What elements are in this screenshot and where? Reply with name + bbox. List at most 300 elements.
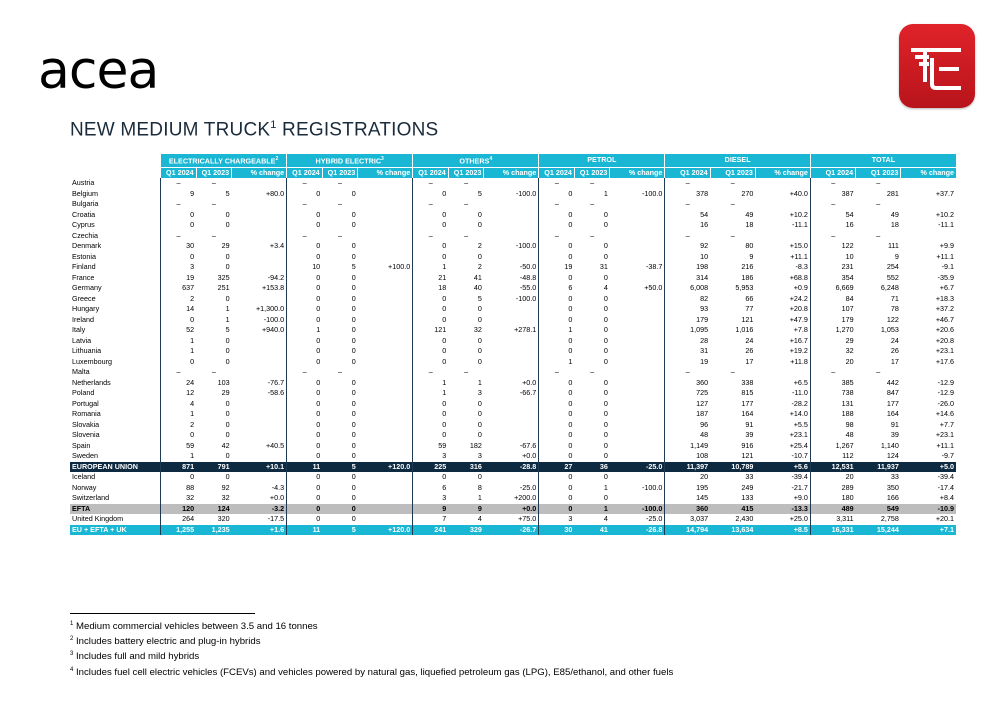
te-brand-icon <box>899 24 975 108</box>
table-cell: 241 <box>413 525 449 536</box>
table-cell: 0 <box>477 472 482 482</box>
table-cell: 0 <box>477 409 482 419</box>
table-cell: 21 <box>413 273 449 284</box>
subheader-cell: Q1 2023 <box>196 167 232 178</box>
table-cell: 13,634 <box>710 525 755 536</box>
subheader-cell: % change <box>484 167 539 178</box>
footnote-divider <box>70 613 255 614</box>
group-header-label: HYBRID ELECTRIC <box>315 156 382 166</box>
table-cell: 0 <box>539 252 575 263</box>
table-cell <box>358 336 413 347</box>
table-cell <box>610 441 665 452</box>
table-cell <box>358 294 413 305</box>
table-cell: 49 <box>745 209 754 219</box>
table-cell: +23.1 <box>789 430 808 440</box>
table-cell: 0 <box>539 378 575 389</box>
table-cell: 0 <box>477 346 482 356</box>
table-cell: -21.7 <box>791 482 808 492</box>
table-cell: 188 <box>810 409 855 420</box>
table-cell: 0 <box>287 399 323 410</box>
table-cell: – <box>539 231 575 242</box>
table-cell: – <box>337 199 342 209</box>
table-cell: 26 <box>745 346 754 356</box>
table-cell: 0 <box>287 430 323 441</box>
table-cell: 0 <box>351 440 356 450</box>
table-cell: 0 <box>161 357 197 368</box>
table-cell: 0 <box>413 189 449 200</box>
table-cell: 738 <box>810 388 855 399</box>
table-cell: 0 <box>539 483 575 494</box>
table-cell: 8 <box>477 482 482 492</box>
table-cell: +10.2 <box>935 209 954 219</box>
table-cell: 0 <box>287 315 323 326</box>
table-cell <box>484 231 539 242</box>
table-cell <box>358 325 413 336</box>
table-cell: 325 <box>217 272 230 282</box>
table-cell: 11,397 <box>665 462 710 473</box>
table-cell: +11.1 <box>936 440 954 450</box>
table-cell: 91 <box>745 419 754 429</box>
table-cell: 314 <box>665 273 710 284</box>
table-cell: 39 <box>890 430 899 440</box>
table-cell: 186 <box>741 272 754 282</box>
table-cell: -11.0 <box>792 388 808 398</box>
row-label: Czechia <box>72 230 98 240</box>
footnote <box>70 618 673 633</box>
table-cell: – <box>413 231 449 242</box>
table-cell: +11.1 <box>936 251 954 261</box>
blank-header <box>70 154 161 167</box>
row-label: Denmark <box>72 241 102 251</box>
table-cell <box>901 199 956 210</box>
table-cell: 0 <box>287 294 323 305</box>
table-cell: 9 <box>894 251 899 261</box>
table-cell: 82 <box>665 294 710 305</box>
table-cell: 164 <box>741 409 754 419</box>
table-cell: 254 <box>886 262 899 272</box>
table-cell: 0 <box>287 441 323 452</box>
table-cell: 354 <box>810 273 855 284</box>
table-cell: 0 <box>603 377 608 387</box>
table-cell <box>610 252 665 263</box>
table-cell: 0 <box>539 472 575 483</box>
table-cell: 182 <box>469 440 482 450</box>
table-cell: 49 <box>890 209 899 219</box>
table-cell: +0.0 <box>269 493 285 503</box>
table-cell: – <box>876 230 881 240</box>
footnote-number: 2 <box>70 636 74 643</box>
table-row <box>70 514 956 525</box>
table-cell <box>232 231 287 242</box>
table-cell: 127 <box>665 399 710 410</box>
table-cell: 4 <box>603 283 608 293</box>
table-cell: +23.1 <box>935 430 954 440</box>
table-cell <box>232 409 287 420</box>
table-row <box>70 346 956 357</box>
table-cell: +47.9 <box>789 314 808 324</box>
table-cell: 0 <box>603 220 608 230</box>
group-header <box>287 154 413 167</box>
table-cell: 84 <box>810 294 855 305</box>
row-label: Cyprus <box>72 220 95 230</box>
table-cell: 0 <box>161 430 197 441</box>
table-cell: +10.2 <box>789 209 808 219</box>
table-cell: 1 <box>225 304 230 314</box>
table-cell: -76.7 <box>267 377 285 387</box>
table-cell <box>358 210 413 221</box>
table-cell: 0 <box>539 273 575 284</box>
table-cell: +20.6 <box>935 325 954 335</box>
table-cell: +25.4 <box>789 440 808 450</box>
table-cell: 66 <box>745 293 754 303</box>
table-cell: 96 <box>665 420 710 431</box>
table-cell: +10.1 <box>232 462 287 473</box>
table-cell: 5 <box>322 525 358 536</box>
table-cell: 0 <box>287 273 323 284</box>
table-cell: +37.7 <box>935 188 954 198</box>
table-row <box>70 178 956 189</box>
table-cell: 338 <box>741 377 754 387</box>
table-cell: +37.2 <box>935 304 954 314</box>
table-cell <box>484 420 539 431</box>
table-cell: +50.0 <box>644 283 663 293</box>
table-cell: – <box>730 199 735 209</box>
table-cell: -66.7 <box>519 388 537 398</box>
table-cell: 1,095 <box>665 325 710 336</box>
table-cell <box>358 220 413 231</box>
table-cell: – <box>161 178 197 189</box>
table-cell: 0 <box>351 356 356 366</box>
table-cell: 14 <box>161 304 197 315</box>
table-cell: – <box>590 230 595 240</box>
subheader-cell: Q1 2023 <box>856 167 901 178</box>
table-cell: 1 <box>161 409 197 420</box>
table-cell: 0 <box>413 220 449 231</box>
table-row <box>70 283 956 294</box>
table-cell: 32 <box>161 493 197 504</box>
table-cell <box>358 451 413 462</box>
table-cell: 1,267 <box>810 441 855 452</box>
table-cell: 0 <box>351 430 356 440</box>
table-row <box>70 304 956 315</box>
table-cell: +0.0 <box>484 504 539 515</box>
table-cell: 0 <box>351 377 356 387</box>
table-cell: – <box>590 178 595 188</box>
table-cell: -3.2 <box>232 504 287 515</box>
table-cell: 0 <box>603 304 608 314</box>
table-cell: +7.8 <box>793 325 808 335</box>
table-cell: +0.0 <box>522 451 537 461</box>
table-cell: 0 <box>287 451 323 462</box>
table-cell: 0 <box>477 304 482 314</box>
table-cell: – <box>876 199 881 209</box>
table-cell: – <box>287 178 323 189</box>
table-cell: 7 <box>413 514 449 525</box>
table-cell: 0 <box>413 409 449 420</box>
table-cell: – <box>810 178 855 189</box>
subheader-cell: Q1 2024 <box>161 167 197 178</box>
footnote-number: 1 <box>70 621 74 627</box>
table-cell: – <box>464 199 469 209</box>
table-cell: -28.2 <box>791 398 808 408</box>
table-cell: +24.2 <box>789 293 808 303</box>
table-cell: 0 <box>413 399 449 410</box>
table-cell <box>484 315 539 326</box>
row-label: Luxembourg <box>72 356 112 366</box>
table-cell: 270 <box>741 188 754 198</box>
table-cell: 19 <box>665 357 710 368</box>
footnote <box>70 648 673 663</box>
table-cell: 0 <box>539 493 575 504</box>
row-label: Iceland <box>72 472 96 482</box>
table-cell <box>610 420 665 431</box>
table-row <box>70 367 956 378</box>
table-cell: 41 <box>574 525 610 536</box>
table-cell: 281 <box>886 188 899 198</box>
table-cell: – <box>413 178 449 189</box>
table-cell: 1,255 <box>161 525 197 536</box>
table-cell: 93 <box>665 304 710 315</box>
table-cell: – <box>665 199 710 210</box>
table-cell: 0 <box>413 304 449 315</box>
table-cell: 0 <box>351 409 356 419</box>
table-cell: 0 <box>287 357 323 368</box>
table-cell: -25.0 <box>610 462 665 473</box>
table-cell: – <box>590 367 595 377</box>
table-cell: 54 <box>665 210 710 221</box>
table-cell: 0 <box>351 346 356 356</box>
table-row <box>70 315 956 326</box>
table-cell <box>232 357 287 368</box>
table-cell <box>358 399 413 410</box>
table-cell: 0 <box>322 504 358 515</box>
table-cell: 3 <box>477 388 482 398</box>
table-cell: 0 <box>161 220 197 231</box>
table-cell: 0 <box>603 356 608 366</box>
row-label: Switzerland <box>72 493 110 503</box>
table-cell: 77 <box>745 304 754 314</box>
table-cell: 1 <box>161 451 197 462</box>
group-header <box>665 154 810 167</box>
table-cell: 0 <box>539 420 575 431</box>
table-cell: 0 <box>287 504 323 515</box>
table-cell <box>484 304 539 315</box>
table-row <box>70 210 956 221</box>
table-cell: 0 <box>225 293 230 303</box>
table-cell: 19 <box>161 273 197 284</box>
table-cell: -11.1 <box>792 220 808 230</box>
group-header-label: PETROL <box>587 155 617 165</box>
table-cell: 350 <box>886 482 899 492</box>
row-label: Belgium <box>72 188 98 198</box>
table-cell: 0 <box>225 409 230 419</box>
row-label: Italy <box>72 325 86 335</box>
table-cell <box>232 262 287 273</box>
table-cell <box>610 315 665 326</box>
table-cell: 316 <box>448 462 484 473</box>
footnote-number: 4 <box>70 666 74 673</box>
table-cell: 0 <box>413 420 449 431</box>
table-cell: -4.3 <box>271 482 285 492</box>
table-cell: 0 <box>413 472 449 483</box>
table-cell: 0 <box>351 493 356 503</box>
table-cell: 3,037 <box>665 514 710 525</box>
table-cell: 20 <box>810 357 855 368</box>
table-cell: 0 <box>477 209 482 219</box>
table-cell: 0 <box>351 220 356 230</box>
table-cell: +11.1 <box>790 251 808 261</box>
table-cell: 0 <box>287 189 323 200</box>
subheader-cell: Q1 2024 <box>810 167 855 178</box>
subheader-cell: % change <box>755 167 810 178</box>
table-cell: +0.0 <box>522 377 537 387</box>
table-cell: 177 <box>741 398 754 408</box>
table-row <box>70 399 956 410</box>
table-cell: 0 <box>539 430 575 441</box>
table-cell <box>358 199 413 210</box>
table-cell: 1,149 <box>665 441 710 452</box>
row-label: Norway <box>72 482 97 492</box>
table-cell: 31 <box>665 346 710 357</box>
table-cell: +5.6 <box>755 462 810 473</box>
table-cell: 48 <box>665 430 710 441</box>
table-cell <box>610 231 665 242</box>
table-cell: 3 <box>161 262 197 273</box>
table-cell: – <box>730 230 735 240</box>
table-cell: 0 <box>413 357 449 368</box>
table-cell: 9 <box>448 504 484 515</box>
table-cell: +3.4 <box>269 241 285 251</box>
table-cell: 0 <box>351 251 356 261</box>
table-cell <box>358 252 413 263</box>
table-cell: 6,008 <box>665 283 710 294</box>
table-cell: 0 <box>539 241 575 252</box>
table-cell: 0 <box>351 388 356 398</box>
subheader-cell: Q1 2024 <box>287 167 323 178</box>
table-cell: 2 <box>477 241 482 251</box>
table-cell: 0 <box>603 419 608 429</box>
table-cell: 1 <box>603 482 608 492</box>
table-cell: 0 <box>413 294 449 305</box>
table-cell: 24 <box>745 335 754 345</box>
table-cell <box>484 472 539 483</box>
table-cell: 0 <box>351 272 356 282</box>
table-cell: +8.4 <box>939 493 954 503</box>
table-cell: 5 <box>225 325 230 335</box>
row-label: Slovenia <box>72 430 100 440</box>
table-cell: 19 <box>539 262 575 273</box>
table-cell: – <box>876 367 881 377</box>
registrations-table <box>70 154 956 535</box>
table-cell: 187 <box>665 409 710 420</box>
table-cell <box>358 472 413 483</box>
table-cell: -17.5 <box>267 514 285 524</box>
table-cell: 0 <box>539 294 575 305</box>
table-cell: -100.0 <box>515 188 537 198</box>
table-cell: 12 <box>161 388 197 399</box>
table-cell: +11.8 <box>790 356 808 366</box>
table-cell: 5 <box>225 188 230 198</box>
page-title <box>70 119 438 141</box>
table-cell: -11.1 <box>938 220 954 230</box>
table-cell: 0 <box>413 315 449 326</box>
table-cell: 177 <box>886 398 899 408</box>
row-label: Croatia <box>72 209 96 219</box>
table-cell: 3,311 <box>810 514 855 525</box>
table-cell: 289 <box>810 483 855 494</box>
table-cell: 378 <box>665 189 710 200</box>
table-row <box>70 189 956 200</box>
footnote-text: Includes fuel cell electric vehicles (FCEVs) and vehicles powered by natural gas, liquefied petroleum gas (LPG), E85/ethanol, and other fuels <box>73 666 674 678</box>
table-cell: 88 <box>161 483 197 494</box>
row-label: Finland <box>72 262 96 272</box>
table-cell: 0 <box>539 315 575 326</box>
table-cell: 24 <box>161 378 197 389</box>
table-cell: 198 <box>665 262 710 273</box>
table-cell <box>358 514 413 525</box>
table-cell: 815 <box>741 388 754 398</box>
table-cell: 0 <box>161 472 197 483</box>
table-cell: 0 <box>539 409 575 420</box>
table-cell: 0 <box>413 336 449 347</box>
table-cell <box>484 346 539 357</box>
table-cell <box>484 357 539 368</box>
table-cell: +940.0 <box>261 325 285 335</box>
table-cell: 0 <box>351 325 356 335</box>
table-cell: – <box>211 178 216 188</box>
table-row <box>70 483 956 494</box>
table-cell: 5 <box>351 262 356 272</box>
table-cell: 0 <box>287 514 323 525</box>
footnote-text: Medium commercial vehicles between 3.5 and 16 tonnes <box>73 621 318 633</box>
table-cell: 0 <box>287 388 323 399</box>
table-cell: +23.1 <box>935 346 954 356</box>
table-cell: 415 <box>710 504 755 515</box>
table-cell: 16,331 <box>810 525 855 536</box>
table-cell: 107 <box>810 304 855 315</box>
table-cell: 179 <box>665 315 710 326</box>
table-cell: 180 <box>810 493 855 504</box>
table-cell: 0 <box>351 335 356 345</box>
table-cell: 0 <box>287 336 323 347</box>
table-cell: 2,758 <box>880 514 899 524</box>
table-cell: 5 <box>477 293 482 303</box>
table-cell: – <box>337 178 342 188</box>
row-label: Romania <box>72 409 101 419</box>
table-cell <box>610 367 665 378</box>
table-cell <box>358 304 413 315</box>
table-cell: +120.0 <box>358 462 413 473</box>
table-cell: 112 <box>810 451 855 462</box>
table-cell: 0 <box>603 346 608 356</box>
table-cell: 133 <box>741 493 754 503</box>
table-row <box>70 420 956 431</box>
table-cell: -58.6 <box>267 388 285 398</box>
table-cell: – <box>810 231 855 242</box>
table-cell <box>358 357 413 368</box>
table-cell: 0 <box>539 451 575 462</box>
table-cell: 1 <box>413 388 449 399</box>
table-cell: 0 <box>477 356 482 366</box>
table-cell: – <box>810 367 855 378</box>
table-cell: 0 <box>413 430 449 441</box>
table-cell: 0 <box>287 283 323 294</box>
table-cell: -55.0 <box>519 283 537 293</box>
table-cell: 0 <box>287 409 323 420</box>
group-header <box>413 154 539 167</box>
table-cell <box>232 220 287 231</box>
footnote-text: Includes battery electric and plug-in hybrids <box>73 636 261 648</box>
